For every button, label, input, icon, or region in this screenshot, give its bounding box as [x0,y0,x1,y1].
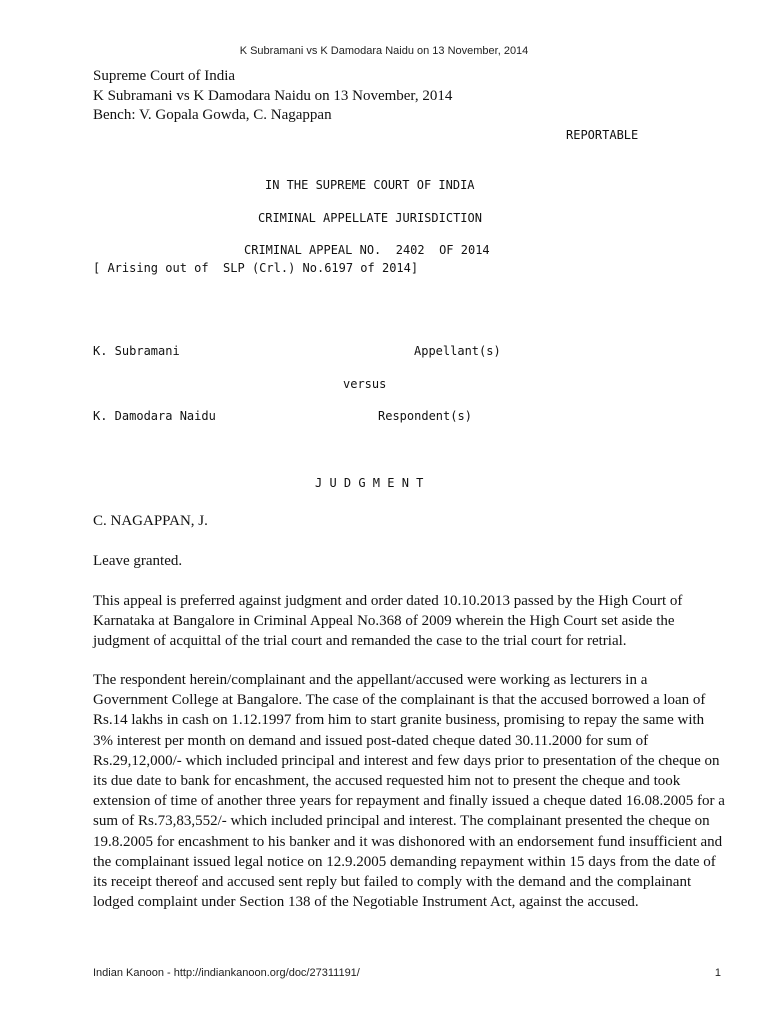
paragraph-leave-granted: Leave granted. [93,553,183,569]
caption-arising: [ Arising out of SLP (Crl.) No.6197 of 2014] [93,261,419,275]
respondent-role: Respondent(s) [378,409,472,423]
judgment-author: C. NAGAPPAN, J. [93,513,208,529]
reportable-label: REPORTABLE [566,128,639,142]
caption-jurisdiction: CRIMINAL APPELLATE JURISDICTION [258,211,482,225]
caption-court: IN THE SUPREME COURT OF INDIA [265,178,475,192]
respondent-name: K. Damodara Naidu [93,409,216,423]
case-title: K Subramani vs K Damodara Naidu on 13 November, 2014 [93,88,453,104]
court-name: Supreme Court of India [93,68,236,84]
paragraph-appeal: This appeal is preferred against judgment and order dated 10.10.2013 passed by the High Court of Karnataka at Bangalore in Criminal Appeal No.368 of 2009 wherein the High Court set aside the judgment of acquittal of the trial court and remanded the case to the trial court for retrial. [93,593,683,650]
bench: Bench: V. Gopala Gowda, C. Nagappan [93,107,332,123]
paragraph-facts: The respondent herein/complainant and the appellant/accused were working as lecturers in a Government College at Bangalore. The case of the complainant is that the accused borrowed a loan of Rs.14 lakhs in cash on 1.12.1997 from him to start granite business, promising to repay the same with 3% interest per month on demand and issued post-dated cheque dated 30.11.2000 for sum of Rs.29,12,000/- which included principal and interest and few days prior to presentation of the cheque on its due date to bank for encashment, the accused requested him not to present the cheque and took extension of time of another three years for repayment and finally issued a cheque dated 16.08.2005 for a sum of Rs.73,83,552/- which included principal and interest. The complainant presented the cheque on 19.8.2005 for encashment to his banker and it was dishonored with an endorsement fund insufficient and the complainant issued legal notice on 12.9.2005 demanding repayment within 15 days from the date of its receipt thereof and accused sent reply but failed to comply with the demand and the complainant lodged complaint under Section 138 of the Negotiable Instrument Act, against the accused. [93,672,725,911]
running-header: K Subramani vs K Damodara Naidu on 13 November, 2014 [239,45,529,57]
appellant-role: Appellant(s) [414,344,501,358]
appellant-name: K. Subramani [93,344,180,358]
judgment-heading: J U D G M E N T [315,476,424,490]
footer-source: Indian Kanoon - http://indiankanoon.org/doc/27311191/ [93,967,360,979]
caption-appeal-number: CRIMINAL APPEAL NO. 2402 OF 2014 [244,243,490,257]
versus-label: versus [343,377,387,391]
page-number: 1 [714,967,721,979]
